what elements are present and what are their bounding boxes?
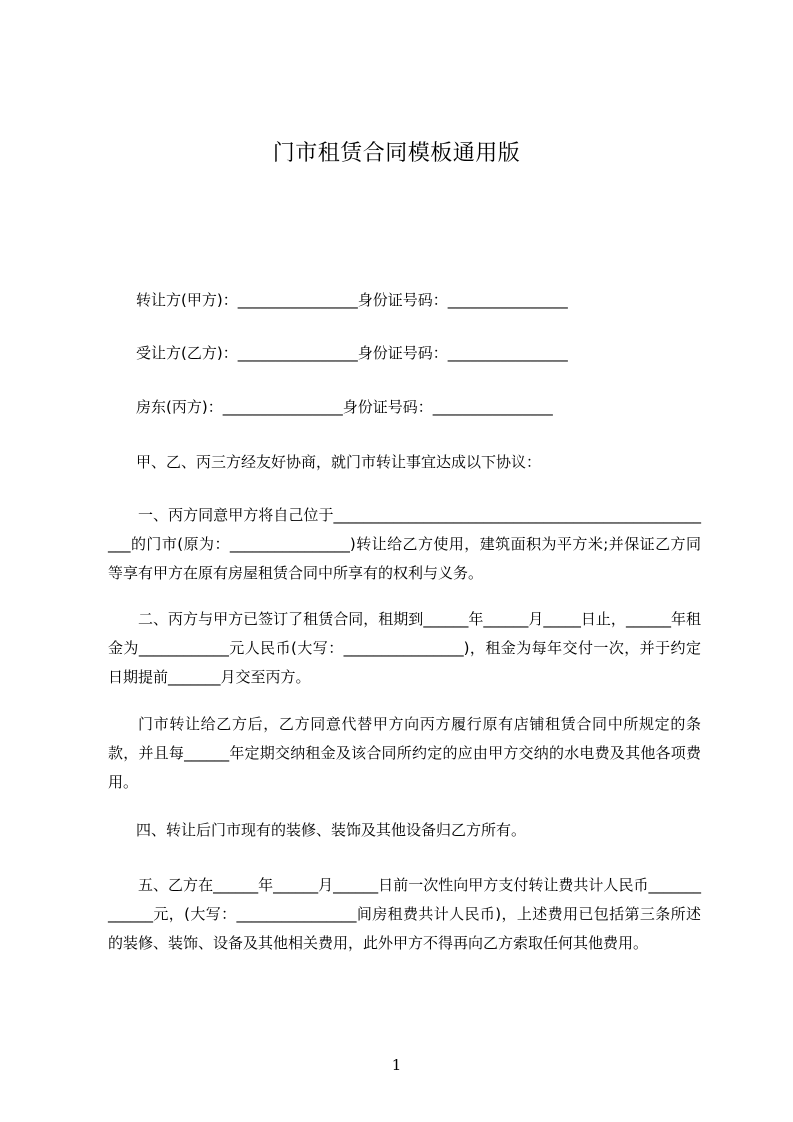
- agreement-intro: 甲、乙、丙三方经友好协商，就门市转让事宜达成以下协议：: [136, 453, 542, 471]
- clause-1: 一、丙方同意甲方将自己位于____________________________________________________的门市(原为：________________)转让给乙方使用，建筑面积为平方米;并保证乙方同等享有甲方在原有房屋租赁合同中所享有的权利与义务。: [108, 506, 701, 582]
- page-number: 1: [391, 1056, 402, 1074]
- party-transferor-line: 转让方(甲方)：________________身份证号码：________________: [136, 291, 568, 309]
- party-landlord-line: 房东(丙方)：________________身份证号码：________________: [136, 398, 553, 416]
- clause-4: 四、转让后门市现有的装修、装饰及其他设备归乙方所有。: [136, 821, 527, 839]
- party-transferee-line: 受让方(乙方)：________________身份证号码：________________: [136, 344, 568, 362]
- clause-3: 门市转让给乙方后，乙方同意代替甲方向丙方履行原有店铺租赁合同中所规定的条款，并且每______年定期交纳租金及该合同所约定的应由甲方交纳的水电费及其他各项费用。: [108, 715, 701, 791]
- document-title: 门市租赁合同模板通用版: [272, 141, 521, 166]
- clause-5: 五、乙方在______年______月______日前一次性向甲方支付转让费共计人民币_____________元，(大写：________________间房租费共计人民币)，上述费用已包括第三条所述的装修、装饰、设备及其他相关费用，此外甲方不得再向乙方索取任何其他费用。: [108, 876, 701, 952]
- clause-2: 二、丙方与甲方已签订了租赁合同，租期到______年______月_____日止，______年租金为____________元人民币(大写：________________)，租金为每年交付一次，并于约定日期提前_______月交至丙方。: [108, 610, 701, 686]
